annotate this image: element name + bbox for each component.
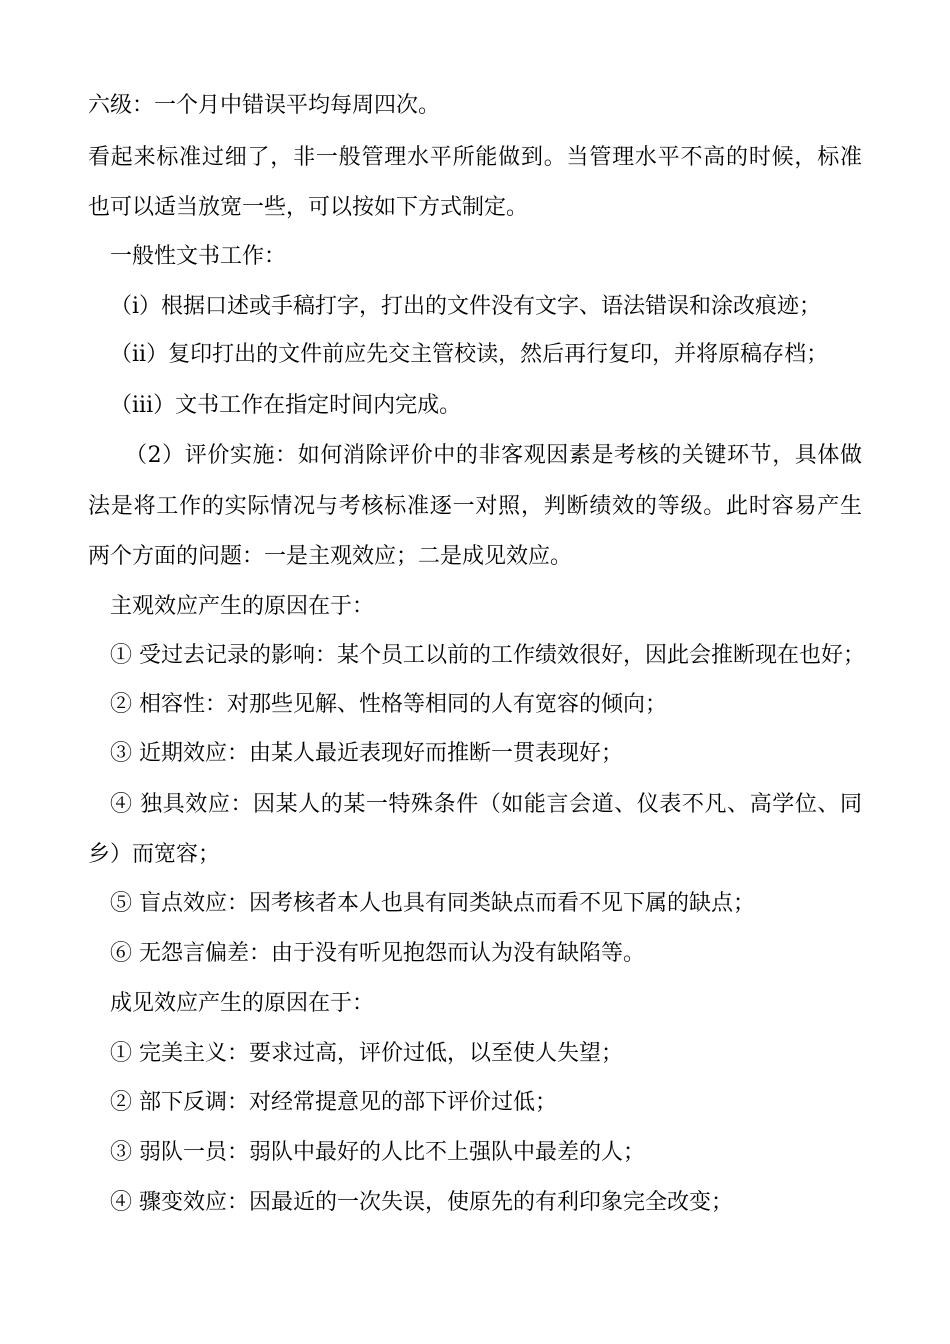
list-item: ⑤ 盲点效应：因考核者本人也具有同类缺点而看不见下属的缺点； <box>110 891 755 916</box>
text-line-content: （2）评价实施：如何消除评价中的非客观因素是考核的关键环节，具体做 <box>125 443 862 468</box>
text-line: 两个方面的问题：一是主观效应；二是成见效应。 <box>88 544 573 569</box>
text-line: 也可以适当放宽一些，可以按如下方式制定。 <box>88 195 529 220</box>
list-item: ③ 近期效应：由某人最近表现好而推断一贯表现好； <box>110 741 623 766</box>
text-line <box>0 138 950 178</box>
list-item: ② 部下反调：对经常提意见的部下评价过低； <box>110 1090 557 1115</box>
list-item: ③ 弱队一员：弱队中最好的人比不上强队中最差的人； <box>110 1140 645 1165</box>
text-line-content: 看起来标准过细了，非一般管理水平所能做到。当管理水平不高的时候，标准 <box>88 145 862 170</box>
text-line-content: 法是将工作的实际情况与考核标准逐一对照，判断绩效的等级。此时容易产生 <box>88 494 862 519</box>
list-item: （iii）文书工作在指定时间内完成。 <box>110 393 462 418</box>
text-line: 六级：一个月中错误平均每周四次。 <box>88 93 441 118</box>
text-line <box>0 436 950 476</box>
list-item: ⑥ 无怨言偏差：由于没有听见抱怨而认为没有缺陷等。 <box>110 941 645 966</box>
list-item: ④ 骤变效应：因最近的一次失误，使原先的有利印象完全改变； <box>110 1190 733 1215</box>
list-item: ① 完美主义：要求过高，评价过低，以至使人失望； <box>110 1041 623 1066</box>
list-item: （ii）复印打出的文件前应先交主管校读，然后再行复印，并将原稿存档； <box>110 342 829 367</box>
section-heading: 主观效应产生的原因在于： <box>110 594 375 619</box>
section-heading: 一般性文书工作： <box>110 244 287 269</box>
text-line: 乡）而宽容； <box>88 842 221 867</box>
list-item: ② 相容性：对那些见解、性格等相同的人有宽容的倾向； <box>110 692 667 717</box>
section-heading: 成见效应产生的原因在于： <box>110 991 375 1016</box>
list-item: ① 受过去记录的影响：某个员工以前的工作绩效很好，因此会推断现在也好； <box>110 643 865 668</box>
list-item: （i）根据口述或手稿打字，打出的文件没有文字、语法错误和涂改痕迹； <box>110 294 822 319</box>
text-line <box>0 487 950 527</box>
text-line-content: ④ 独具效应：因某人的某一特殊条件（如能言会道、仪表不凡、高学位、同 <box>110 792 862 817</box>
list-item <box>0 785 950 825</box>
